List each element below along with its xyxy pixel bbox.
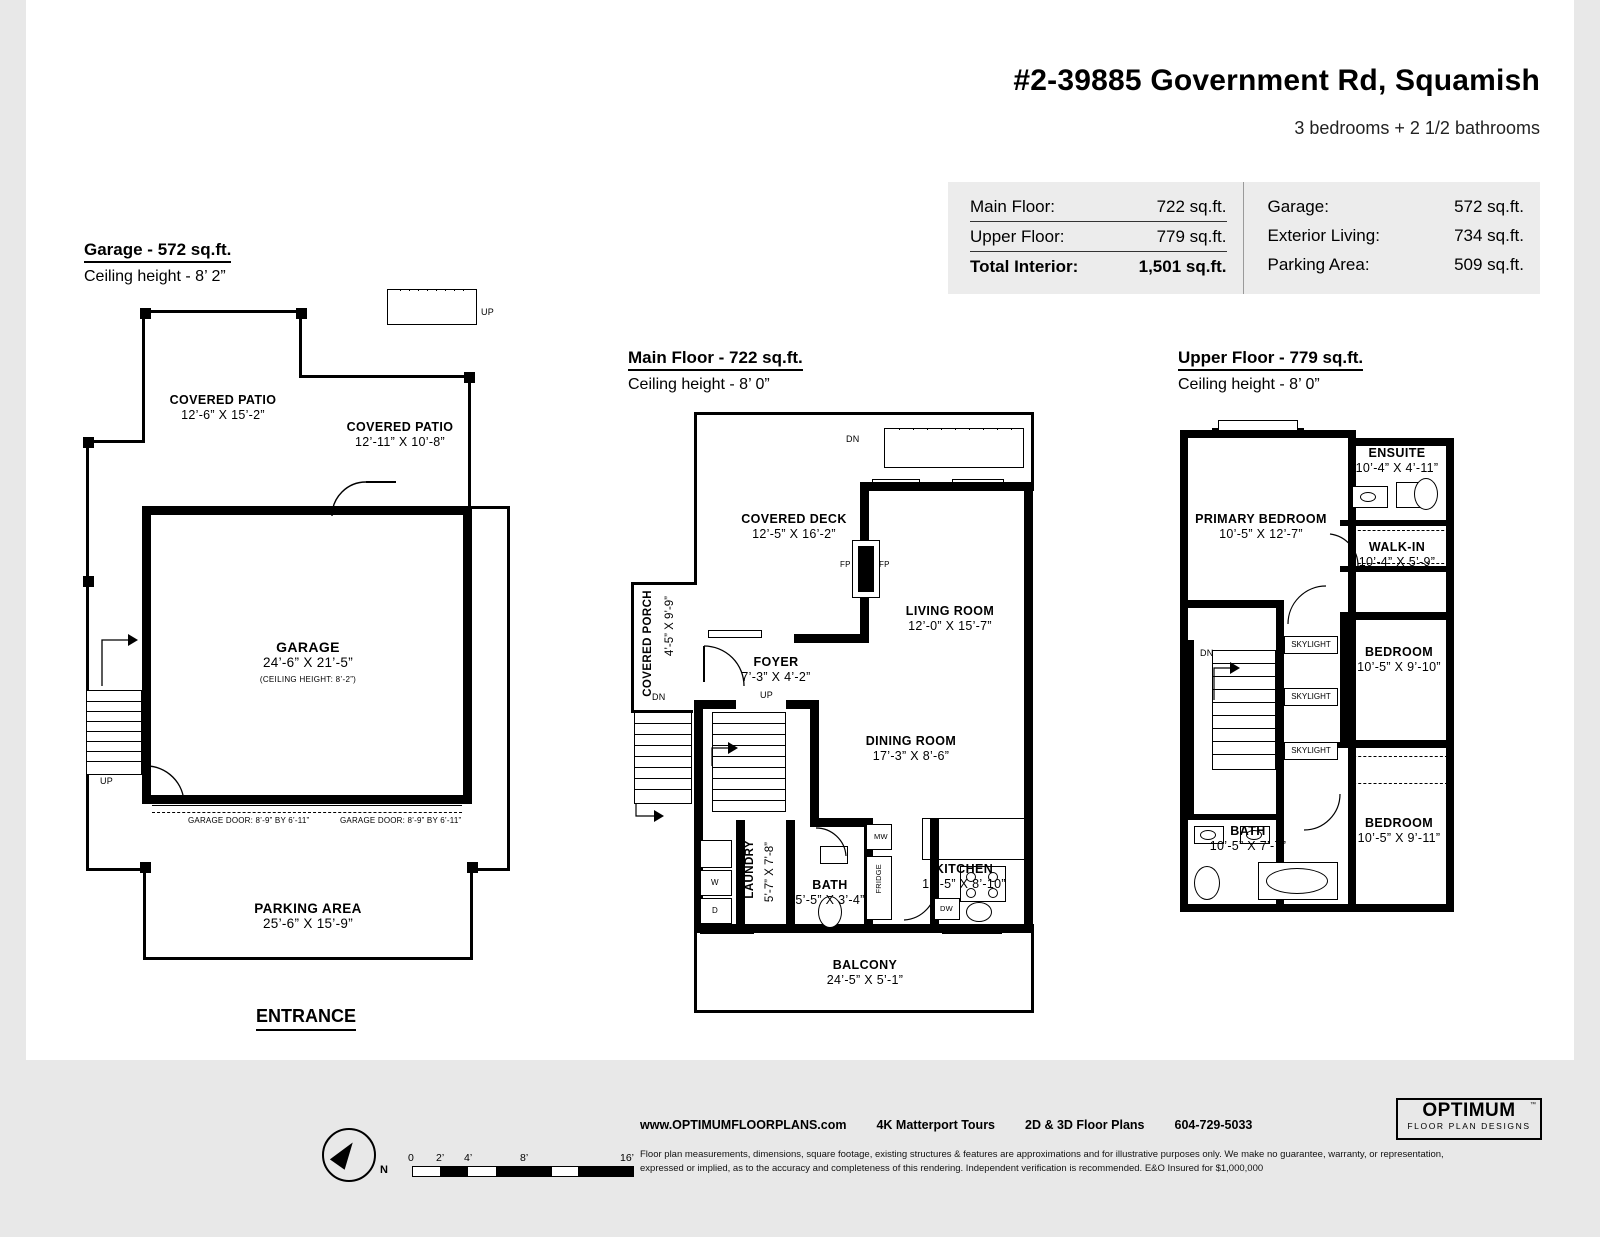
stat-value: 722 sq.ft.: [1156, 197, 1227, 216]
upper-stair-arrow-icon: [1206, 660, 1250, 706]
scale-tick-3: 8’: [520, 1152, 529, 1164]
room-name: COVERED DECK: [741, 512, 847, 526]
room-name: COVERED PATIO: [346, 420, 454, 434]
garage-stair-up-marker: UP: [100, 776, 113, 786]
stat-value: 1,501 sq.ft.: [1138, 257, 1227, 276]
garage-ceiling-height: Ceiling height - 8’ 2”: [84, 268, 226, 285]
garage-ceiling-note: (CEILING HEIGHT: 8’-2”): [259, 675, 357, 684]
bedroom-closet-shelving: [1348, 756, 1448, 784]
room-name: FOYER: [753, 655, 799, 669]
room-label-laundry: [742, 840, 790, 940]
main-ceiling-height: Ceiling height - 8’ 0”: [628, 376, 770, 393]
room-label-parking-area: [208, 901, 408, 931]
patio-door-swing-icon: [330, 480, 400, 520]
room-dim: 12’-5” X 16’-2”: [752, 527, 836, 541]
room-dim: 4’-5” X 9’-9”: [664, 596, 676, 657]
garage-upper-stair-up-marker: UP: [481, 307, 494, 317]
room-name: BEDROOM: [1364, 645, 1434, 659]
room-label-garage: [208, 640, 408, 687]
room-dim: 12’-5” X 8’-10”: [922, 877, 1006, 891]
stat-value: 572 sq.ft.: [1454, 197, 1524, 216]
entrance-label: ENTRANCE: [256, 1006, 356, 1031]
bath-toilet: [1194, 866, 1220, 900]
page-title: #2-39885 Government Rd, Squamish: [1013, 64, 1540, 97]
room-label-bedroom-2: [1340, 645, 1458, 675]
room-name: COVERED PATIO: [169, 393, 277, 407]
room-label-bedroom-3: [1340, 816, 1458, 846]
disclaimer-line-1: Floor plan measurements, dimensions, square footage, existing structures & features are approximations and for illustrative purposes only. We make no guarantee, warranty, or representation,: [640, 1149, 1444, 1160]
stat-label: Total Interior:: [970, 257, 1079, 276]
disclaimer-line-2: expressed or implied, as to the accuracy and completeness of this rendering. Independent verification is recommended. E&O Insured for $1,000,000: [640, 1163, 1264, 1174]
room-dim: 10’-5” X 7’-7”: [1209, 839, 1287, 853]
trademark-symbol: ™: [1530, 1102, 1536, 1108]
room-label-bath: [790, 878, 870, 908]
stat-label: Parking Area:: [1267, 255, 1370, 274]
area-summary-left: [948, 182, 1243, 294]
stat-label: Upper Floor:: [970, 227, 1065, 246]
stat-value: 779 sq.ft.: [1156, 227, 1227, 246]
main-dn-marker-top: DN: [846, 434, 860, 444]
room-dim: 10’-4” X 5’-9”: [1358, 555, 1436, 569]
room-name: BATH: [1230, 824, 1266, 838]
main-porch-stairs: [634, 712, 692, 804]
footer-links: [640, 1118, 1380, 1132]
room-label-living-room: [860, 604, 1040, 634]
room-dim: 10’-5” X 12’-7”: [1219, 527, 1303, 541]
garage-heading-title: Garage - 572 sq.ft.: [84, 240, 231, 263]
stat-row: [970, 192, 1227, 222]
area-summary-right: [1243, 182, 1541, 294]
primary-bedroom-window: [1218, 420, 1298, 432]
fireplace-label-left: FP: [840, 560, 851, 569]
upper-ceiling-height: Ceiling height - 8’ 0”: [1178, 376, 1320, 393]
main-plan-heading: [628, 348, 803, 394]
upper-dn-marker: DN: [1200, 648, 1214, 658]
scale-tick-1: 2’: [436, 1152, 445, 1164]
main-up-marker: UP: [760, 690, 773, 700]
room-dim: 5’-5” X 3’-4”: [795, 893, 865, 907]
main-heading-title: Main Floor - 722 sq.ft.: [628, 348, 803, 371]
room-label-covered-deck: [696, 512, 892, 542]
room-name: PARKING AREA: [254, 901, 362, 916]
room-label-ensuite: [1336, 446, 1458, 476]
logo-name: OPTIMUM: [1422, 1100, 1516, 1121]
garage-door-label-1: GARAGE DOOR: 8’-9” BY 6’-11”: [188, 816, 310, 825]
garage-door-label-2: GARAGE DOOR: 8’-9” BY 6’-11”: [340, 816, 462, 825]
skylight-2: SKYLIGHT: [1284, 688, 1338, 706]
matterport-label: 4K Matterport Tours: [876, 1118, 996, 1132]
logo-tagline: FLOOR PLAN DESIGNS: [1407, 1121, 1531, 1131]
room-name: BEDROOM: [1364, 816, 1434, 830]
room-name: GARAGE: [276, 639, 340, 655]
room-dim: 5’-7” X 7’-8”: [764, 842, 776, 903]
up-stair-arrow-icon: [706, 740, 746, 770]
room-dim: 10’-5” X 9’-11”: [1357, 831, 1441, 845]
ensuite-toilet: [1414, 478, 1438, 510]
room-dim: 7’-3” X 4’-2”: [741, 670, 811, 684]
room-name: LAUNDRY: [744, 840, 756, 899]
microwave-label: MW: [874, 832, 888, 841]
dryer-label: D: [712, 906, 718, 915]
disclaimer-text: [640, 1148, 1500, 1176]
room-dim: 17’-3” X 8’-6”: [872, 749, 950, 763]
compass-north-label: N: [380, 1164, 388, 1176]
fireplace-label-right: FP: [879, 560, 890, 569]
room-name: WALK-IN: [1368, 540, 1426, 554]
room-dim: 12’-6” X 15’-2”: [181, 408, 265, 422]
washer-label: W: [711, 878, 719, 887]
right-edge-band: [1574, 0, 1600, 1237]
compass-icon: [322, 1128, 388, 1182]
garage-entry-door-swing-icon: [144, 760, 200, 810]
room-label-walk-in: [1336, 540, 1458, 570]
scale-tick-2: 4’: [464, 1152, 473, 1164]
room-name: DINING ROOM: [865, 734, 957, 748]
area-summary-table: [948, 182, 1540, 294]
skylight-1: SKYLIGHT: [1284, 636, 1338, 654]
room-dim: 10’-5” X 9’-10”: [1357, 660, 1441, 674]
room-dim: 12’-11” X 10’-8”: [354, 435, 446, 449]
main-dn-marker-porch: DN: [652, 692, 666, 702]
company-logo: [1396, 1098, 1542, 1140]
dishwasher-label: DW: [940, 904, 953, 913]
fridge-label: FRIDGE: [874, 864, 883, 894]
room-name: LIVING ROOM: [905, 604, 995, 618]
room-dim: 25’-6” X 15’-9”: [262, 916, 354, 931]
room-label-kitchen: [900, 862, 1028, 892]
room-dim: 10’-4” X 4’-11”: [1355, 461, 1439, 475]
bath-door-swing-icon: [812, 824, 852, 858]
stat-label: Exterior Living:: [1267, 226, 1380, 245]
room-label-primary-bedroom: [1186, 512, 1336, 542]
left-edge-band: [0, 0, 26, 1237]
room-dim: 12’-0” X 15’-7”: [908, 619, 992, 633]
upper-plan-heading: [1178, 348, 1363, 394]
page-subtitle: 3 bedrooms + 2 1/2 bathrooms: [1294, 118, 1540, 138]
room-name: PRIMARY BEDROOM: [1195, 512, 1327, 526]
stat-row-total: [970, 252, 1227, 281]
laundry-sink: [700, 840, 732, 868]
stat-row: [1268, 250, 1525, 279]
room-label-covered-patio-2: [290, 420, 510, 450]
phone-number[interactable]: 604-729-5033: [1174, 1118, 1253, 1132]
room-dim: 24’-6” X 21’-5”: [262, 655, 354, 670]
room-name: ENSUITE: [1368, 446, 1426, 460]
garage-upper-stairs: [387, 289, 477, 325]
stat-value: 734 sq.ft.: [1454, 226, 1524, 245]
room-label-balcony: [790, 958, 940, 988]
stat-row: [970, 222, 1227, 252]
stat-row: [1268, 192, 1525, 221]
garage-exterior-stairs: [86, 690, 142, 775]
stat-label: Garage:: [1267, 197, 1329, 216]
room-name: KITCHEN: [934, 862, 994, 876]
scale-tick-0: 0: [408, 1152, 414, 1164]
primary-door-swing-icon: [1284, 582, 1330, 628]
room-label-covered-patio-1: [118, 393, 328, 423]
room-name: BATH: [812, 878, 848, 892]
room-name: COVERED PORCH: [642, 590, 654, 697]
skylight-3: SKYLIGHT: [1284, 742, 1338, 760]
garage-doors: [152, 805, 462, 813]
room-name: BALCONY: [832, 958, 898, 972]
website-link[interactable]: www.OPTIMUMFLOORPLANS.com: [640, 1118, 847, 1132]
scale-bar: [408, 1152, 635, 1178]
room-dim: 24’-5” X 5’-1”: [826, 973, 904, 987]
stat-label: Main Floor:: [970, 197, 1056, 216]
room-label-covered-porch: [636, 590, 700, 700]
room-label-foyer: [708, 655, 844, 685]
floorplans-label: 2D & 3D Floor Plans: [1025, 1118, 1145, 1132]
stat-value: 509 sq.ft.: [1454, 255, 1524, 274]
kitchen-sink: [966, 902, 992, 922]
stat-row: [1268, 221, 1525, 250]
garage-stair-arrow-icon: [92, 630, 148, 690]
upper-heading-title: Upper Floor - 779 sq.ft.: [1178, 348, 1363, 371]
garage-plan-heading: [84, 240, 231, 286]
room-label-dining-room: [824, 734, 998, 764]
main-down-stairs: [884, 428, 1024, 468]
room-label-upper-bath: [1188, 824, 1308, 854]
porch-stair-arrow-icon: [632, 800, 672, 822]
scale-tick-4: 16’: [620, 1152, 635, 1164]
